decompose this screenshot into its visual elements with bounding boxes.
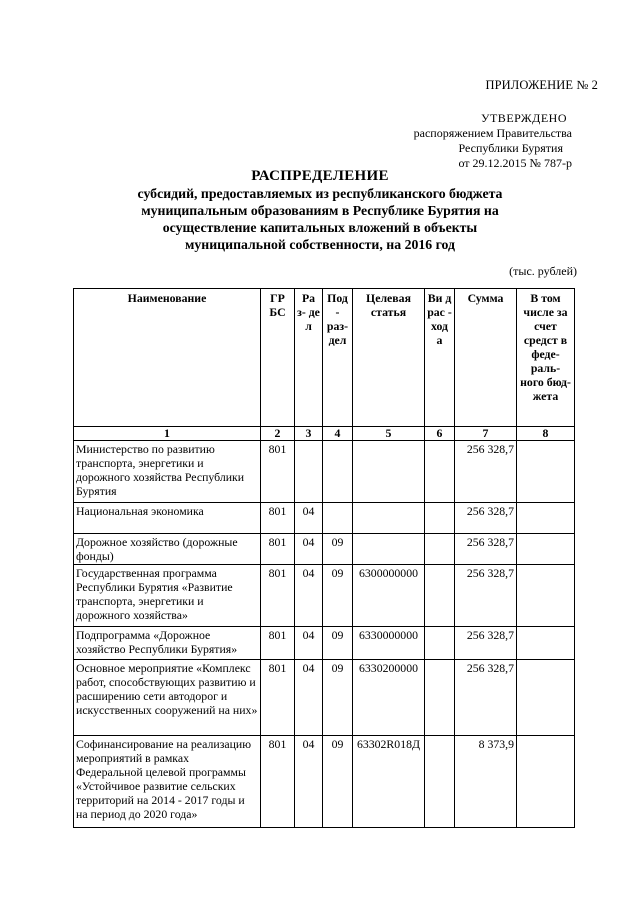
table-row xyxy=(74,534,575,565)
row-razdel: 04 xyxy=(295,503,323,534)
row-podrazdel: 09 xyxy=(323,660,353,736)
row-vid xyxy=(425,441,455,503)
row-name: Основное мероприятие «Комплекс работ, способствующих развитию и расширению сети автодорог и искусственных сооружений на них» xyxy=(74,660,261,736)
table-row xyxy=(74,503,575,534)
col-number: 8 xyxy=(517,427,575,441)
row-federal xyxy=(517,534,575,565)
title-main: РАСПРЕДЕЛЕНИЕ xyxy=(251,168,389,184)
row-razdel: 04 xyxy=(295,736,323,828)
table-row xyxy=(74,441,575,503)
row-target: 6330000000 xyxy=(353,627,425,660)
row-target: 63302R018Д xyxy=(353,736,425,828)
row-name: Государственная программа Республики Бурятия «Развитие транспорта, энергетики и дорожного хозяйства» xyxy=(74,565,261,627)
row-vid xyxy=(425,627,455,660)
approval-block xyxy=(414,111,572,171)
row-vid xyxy=(425,503,455,534)
row-razdel: 04 xyxy=(295,565,323,627)
col-number: 6 xyxy=(425,427,455,441)
document-title xyxy=(110,168,530,253)
col-header-vid: Ви д рас - ход а xyxy=(425,289,455,427)
row-vid xyxy=(425,565,455,627)
row-name: Дорожное хозяйство (дорожные фонды) xyxy=(74,534,261,565)
row-podrazdel: 09 xyxy=(323,565,353,627)
table-header-row xyxy=(74,289,575,427)
row-federal xyxy=(517,736,575,828)
row-grbs: 801 xyxy=(261,565,295,627)
row-sum: 256 328,7 xyxy=(455,565,517,627)
row-target xyxy=(353,503,425,534)
row-name: Софинансирование на реализацию мероприятий в рамках Федеральной целевой программы «Устойчивое развитие сельских территорий на 2014 - 2017 годы и на период до 2020 года» xyxy=(74,736,261,828)
table-row xyxy=(74,565,575,627)
table-row xyxy=(74,660,575,736)
row-federal xyxy=(517,503,575,534)
row-target xyxy=(353,534,425,565)
row-sum: 256 328,7 xyxy=(455,627,517,660)
row-grbs: 801 xyxy=(261,736,295,828)
row-target: 6300000000 xyxy=(353,565,425,627)
row-target xyxy=(353,441,425,503)
row-sum: 256 328,7 xyxy=(455,503,517,534)
row-podrazdel: 09 xyxy=(323,627,353,660)
col-number: 4 xyxy=(323,427,353,441)
row-name: Национальная экономика xyxy=(74,503,261,534)
row-podrazdel xyxy=(323,441,353,503)
col-header-podrazdel: Под - раз- дел xyxy=(323,289,353,427)
row-sum: 256 328,7 xyxy=(455,441,517,503)
row-vid xyxy=(425,660,455,736)
row-federal xyxy=(517,565,575,627)
col-header-grbs: ГР БС xyxy=(261,289,295,427)
row-sum: 256 328,7 xyxy=(455,534,517,565)
col-header-razdel: Ра з- де л xyxy=(295,289,323,427)
row-podrazdel: 09 xyxy=(323,736,353,828)
row-name: Министерство по развитию транспорта, энергетики и дорожного хозяйства Республики Бурятия xyxy=(74,441,261,503)
row-sum: 8 373,9 xyxy=(455,736,517,828)
col-number: 1 xyxy=(74,427,261,441)
col-number: 3 xyxy=(295,427,323,441)
approval-line: распоряжением Правительства xyxy=(413,126,572,140)
row-vid xyxy=(425,736,455,828)
approval-line: Республики Бурятия xyxy=(458,141,563,155)
col-header-federal: В том числе за счет средст в феде- раль- ного бюд- жета xyxy=(517,289,575,427)
table-row xyxy=(74,736,575,828)
row-federal xyxy=(517,627,575,660)
row-razdel: 04 xyxy=(295,660,323,736)
col-header-sum: Сумма xyxy=(455,289,517,427)
row-podrazdel: 09 xyxy=(323,534,353,565)
column-number-row xyxy=(74,427,575,441)
row-razdel: 04 xyxy=(295,534,323,565)
col-header-target: Целевая статья xyxy=(353,289,425,427)
title-subtitle-line: осуществление капитальных вложений в объекты xyxy=(162,220,478,235)
title-subtitle-line: субсидий, предоставляемых из республиканского бюджета xyxy=(137,186,503,201)
row-federal xyxy=(517,441,575,503)
row-grbs: 801 xyxy=(261,503,295,534)
row-grbs: 801 xyxy=(261,441,295,503)
col-number: 2 xyxy=(261,427,295,441)
row-podrazdel xyxy=(323,503,353,534)
col-number: 5 xyxy=(353,427,425,441)
title-subtitle-line: муниципальным образованиям в Республике Бурятия на xyxy=(141,203,499,218)
approval-date-line: от 29.12.2015 № 787-р xyxy=(458,156,572,170)
row-razdel: 04 xyxy=(295,627,323,660)
row-target: 6330200000 xyxy=(353,660,425,736)
col-header-name: Наименование xyxy=(74,289,261,427)
row-vid xyxy=(425,534,455,565)
table-row xyxy=(74,627,575,660)
appendix-label: ПРИЛОЖЕНИЕ № 2 xyxy=(485,78,598,92)
distribution-table xyxy=(73,288,575,828)
row-grbs: 801 xyxy=(261,534,295,565)
col-number: 7 xyxy=(455,427,517,441)
row-grbs: 801 xyxy=(261,660,295,736)
row-federal xyxy=(517,660,575,736)
row-razdel xyxy=(295,441,323,503)
row-grbs: 801 xyxy=(261,627,295,660)
title-subtitle-line: муниципальной собственности, на 2016 год xyxy=(184,237,456,252)
row-name: Подпрограмма «Дорожное хозяйство Республики Бурятия» xyxy=(74,627,261,660)
row-sum: 256 328,7 xyxy=(455,660,517,736)
approval-line: УТВЕРЖДЕНО xyxy=(480,111,567,125)
units-label: (тыс. рублей) xyxy=(509,264,577,278)
